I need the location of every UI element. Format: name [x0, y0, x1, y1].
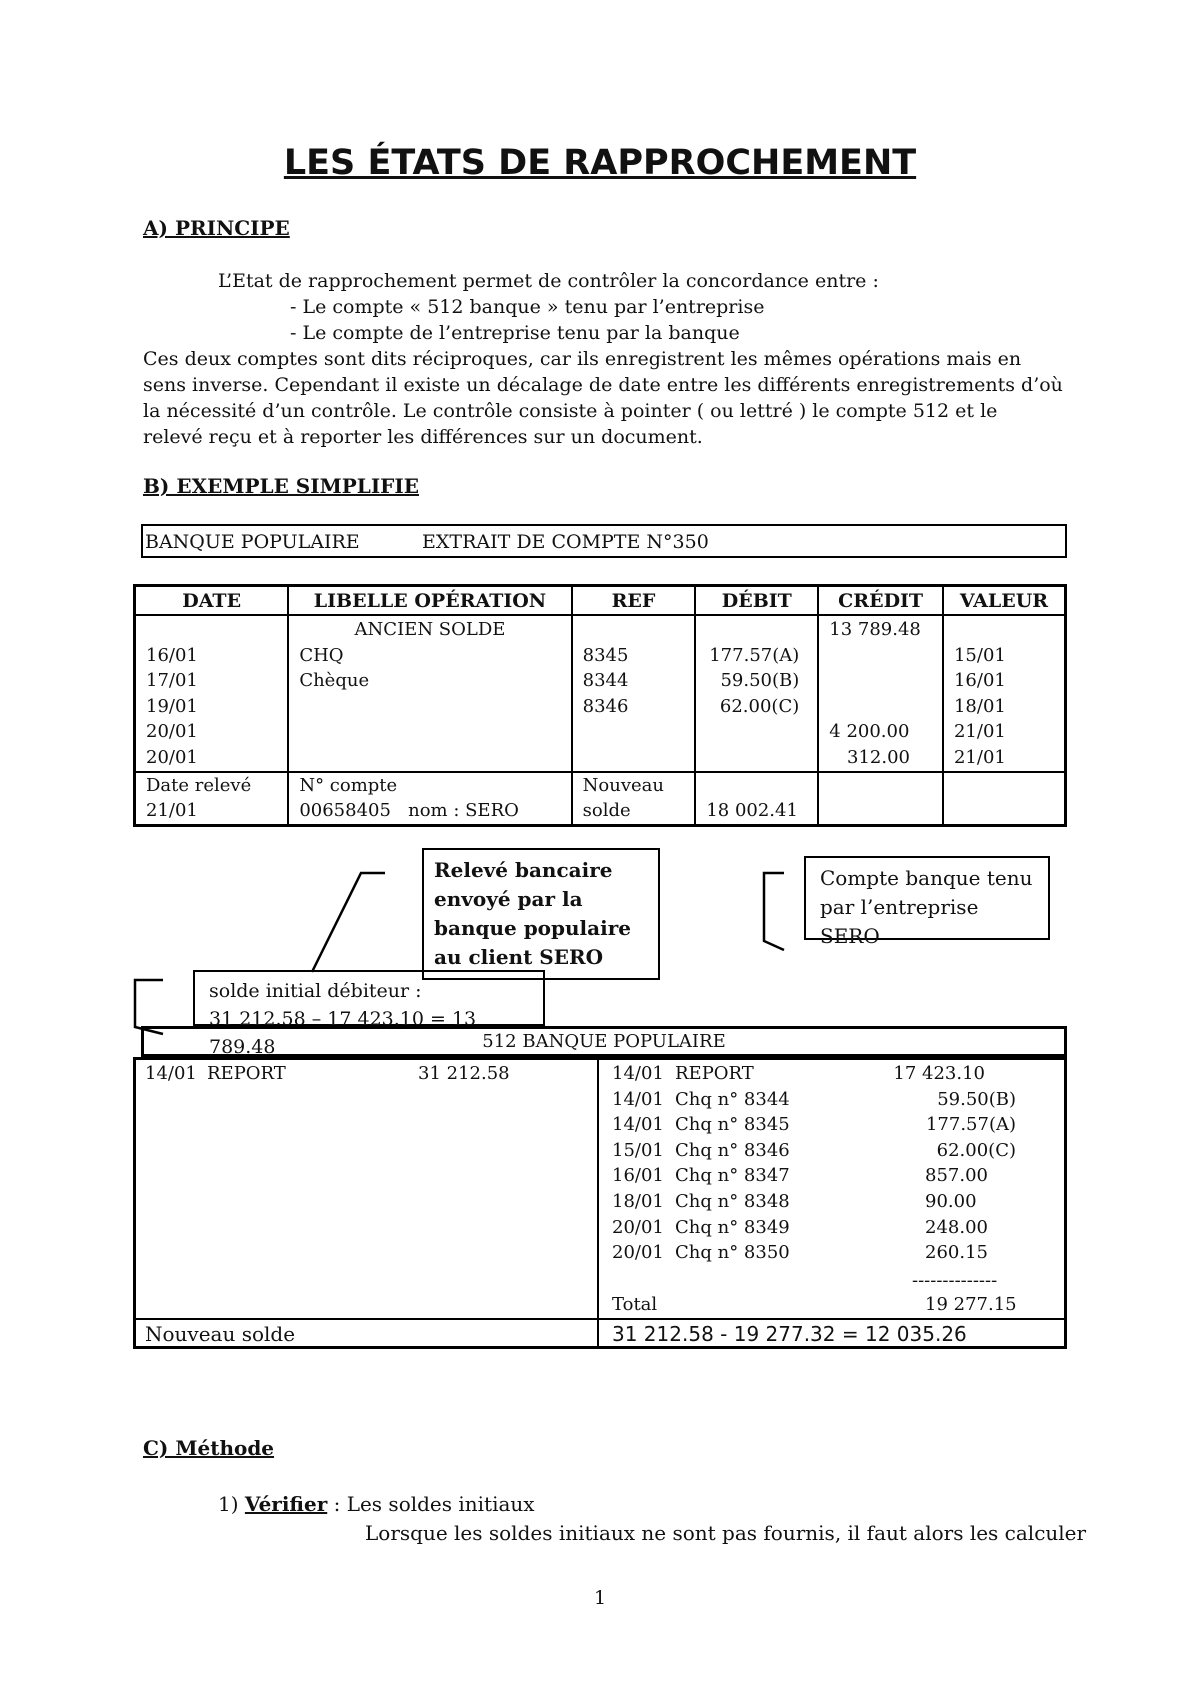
bank-name: BANQUE POPULAIRE [145, 531, 360, 553]
cell-value: 21/01 [953, 746, 1006, 768]
cell-credit: 4 200.00 [829, 721, 910, 743]
col-credit: CRÉDIT [818, 586, 943, 616]
ledger-credit-date: 14/01 [612, 1114, 664, 1136]
ledger-new-balance-label: Nouveau solde [145, 1322, 296, 1346]
ledger-credit-label: Chq n° 8349 [675, 1216, 790, 1238]
section-a-bullet-1: - Le compte « 512 banque » tenu par l’entreprise [290, 296, 765, 318]
ledger-dashes: -------------- [912, 1270, 998, 1291]
opening-label: ANCIEN SOLDE [354, 619, 506, 640]
col-value: VALEUR [943, 586, 1066, 616]
ledger-credit-amount: 17 423.10 [893, 1063, 985, 1084]
ledger-credit-date: 15/01 [612, 1139, 664, 1161]
ledger-credit-amount: 260.15 [925, 1242, 988, 1264]
cell-credit: 312.00 [847, 746, 910, 768]
ledger-balance-separator [133, 1318, 1067, 1320]
cell-date: 20/01 [146, 746, 198, 768]
cell-value: 15/01 [953, 644, 1006, 666]
ledger-credit-date: 16/01 [612, 1165, 664, 1187]
section-a-body: Ces deux comptes sont dits réciproques, car ils enregistrent les mêmes opérations mais en sens inverse. Cependant il existe un décalage de date entre les différents enregistrements d’où la nécessité d’un contrôle. Le contrôle consiste à pointer ( ou lettré ) le compte 512 et le relevé reçu et à reporter les différences sur un document. [143, 348, 1063, 448]
ledger-credit-date: 20/01 [612, 1216, 664, 1238]
ledger-credit-label: REPORT [675, 1063, 754, 1084]
cell-ref: 8346 [582, 695, 629, 717]
ledger-debit-date: 14/01 [145, 1063, 197, 1084]
col-ref: REF [572, 586, 696, 616]
initial-balance-callout [193, 970, 545, 1058]
cell-label: Chèque [299, 670, 370, 692]
cell-date: 19/01 [146, 695, 198, 717]
company-account-callout: Compte banque tenu par l’entreprise SERO [804, 856, 1050, 940]
ledger-new-balance-calc: 31 212.58 - 19 277.32 = 12 035.26 [612, 1322, 967, 1346]
ledger-credit-amount: 59.50(B) [937, 1088, 1016, 1110]
ledger-credit-date: 14/01 [612, 1063, 664, 1084]
step-number: 1) [218, 1492, 239, 1516]
cell-date: 20/01 [146, 721, 198, 743]
ledger-title: 512 BANQUE POPULAIRE [141, 1026, 1067, 1057]
cell-ref: 8344 [582, 670, 629, 692]
ledger-credit-label: Chq n° 8344 [675, 1088, 790, 1110]
statement-date: 21/01 [146, 800, 198, 822]
col-label: LIBELLE OPÉRATION [288, 586, 571, 616]
section-a-bullet-2: - Le compte de l’entreprise tenu par la banque [290, 322, 740, 344]
ledger-credit-amount: 90.00 [925, 1191, 977, 1212]
cell-date: 16/01 [146, 644, 198, 666]
ledger-credit-label: Chq n° 8346 [675, 1139, 790, 1161]
ledger-total-label: Total [612, 1294, 658, 1315]
page-number: 1 [593, 1587, 607, 1609]
step-line [218, 1492, 535, 1516]
account-label: N° compte [299, 774, 398, 796]
initial-balance-label: solde initial débiteur : [209, 980, 422, 1002]
step-title: Vérifier [244, 1492, 328, 1516]
ledger-credit-amount: 248.00 [925, 1216, 988, 1238]
ledger-total: 19 277.15 [925, 1294, 1017, 1315]
section-b-heading: B) EXEMPLE SIMPLIFIE [143, 474, 419, 498]
bank-callout-pointer [312, 873, 385, 972]
cell-label: CHQ [299, 644, 344, 666]
step-text: : Les soldes initiaux [327, 1492, 535, 1516]
ledger-credit-amount: 857.00 [925, 1165, 988, 1187]
ledger-credit-amount: 62.00(C) [936, 1139, 1016, 1161]
cell-ref: 8345 [582, 644, 629, 666]
ledger-credit-label: Chq n° 8345 [675, 1114, 790, 1136]
step-detail: Lorsque les soldes initiaux ne sont pas fournis, il faut alors les calculer [365, 1521, 1087, 1545]
ledger-credit-date: 18/01 [612, 1191, 664, 1212]
cell-debit: 62.00(C) [719, 695, 800, 717]
ledger-credit-label: Chq n° 8348 [675, 1191, 790, 1212]
cell-value: 18/01 [953, 695, 1006, 717]
ledger-credit-label: Chq n° 8350 [675, 1242, 790, 1264]
section-a-intro: L’Etat de rapprochement permet de contrôler la concordance entre : [218, 270, 879, 292]
section-a-heading: A) PRINCIPE [143, 216, 290, 240]
ledger-credit-label: Chq n° 8347 [675, 1165, 790, 1187]
ledger-debit-amount: 31 212.58 [418, 1063, 510, 1084]
company-callout-bracket [764, 873, 784, 950]
page-title: LES ÉTATS DE RAPPROCHEMENT [283, 143, 917, 183]
extract-number: EXTRAIT DE COMPTE N°350 [422, 531, 709, 553]
ledger-debit-label: REPORT [207, 1063, 286, 1084]
cell-date: 17/01 [146, 670, 198, 692]
ledger-credit-date: 20/01 [612, 1242, 664, 1264]
ledger-credit-date: 14/01 [612, 1088, 664, 1110]
ledger-divider [597, 1057, 599, 1349]
account-number: 00658405 nom : SERO [299, 800, 519, 822]
section-c-heading: C) Méthode [143, 1436, 275, 1460]
cell-value: 21/01 [953, 721, 1006, 743]
cell-debit: 177.57(A) [709, 644, 800, 666]
new-balance-amount: 18 002.41 [706, 800, 798, 822]
bank-statement-callout: Relevé bancaire envoyé par la banque populaire au client SERO [422, 848, 660, 980]
cell-debit: 59.50(B) [720, 670, 800, 692]
statement-date-label: Date relevé [146, 774, 252, 796]
col-date: DATE [135, 586, 289, 616]
opening-credit: 13 789.48 [829, 619, 921, 640]
new-balance-label-1: Nouveau [582, 774, 664, 796]
ledger-credit-amount: 177.57(A) [925, 1114, 1016, 1136]
new-balance-label-2: solde [582, 800, 631, 822]
col-debit: DÉBIT [695, 586, 818, 616]
cell-value: 16/01 [953, 670, 1006, 692]
initial-balance-calc: 31 212.58 – 17 423.10 = 13 789.48 [209, 1008, 477, 1058]
